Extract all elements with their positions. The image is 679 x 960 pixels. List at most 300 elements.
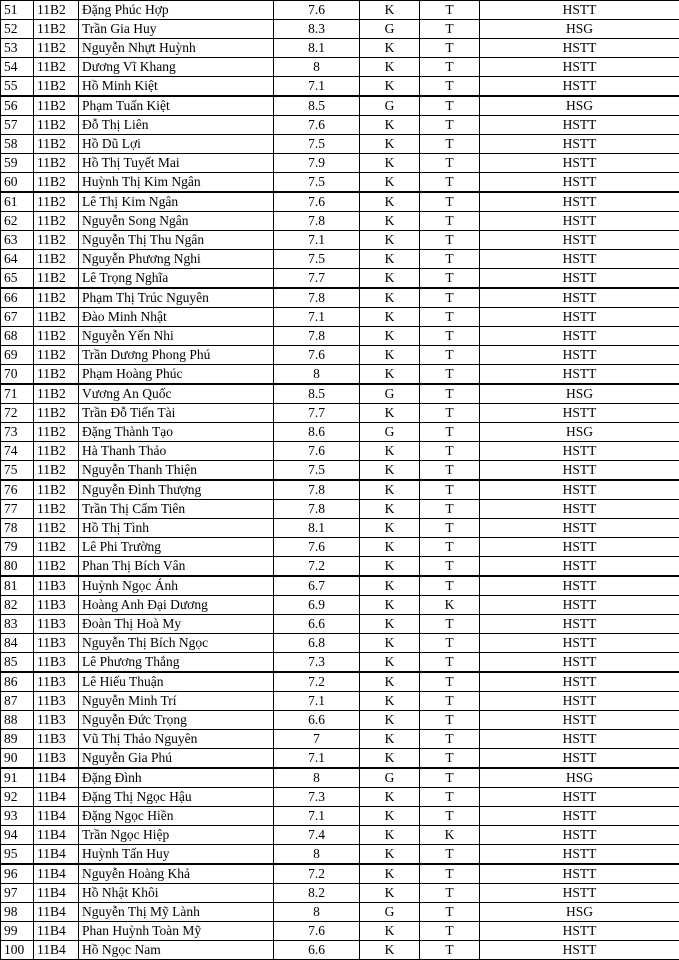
conduct-cell: T bbox=[420, 423, 480, 442]
classification-cell: HSTT bbox=[480, 634, 679, 653]
score-cell: 8.1 bbox=[274, 39, 360, 58]
classification-cell: HSG bbox=[480, 20, 679, 39]
student-name-cell: Đặng Đình bbox=[79, 768, 274, 788]
conduct-cell: K bbox=[420, 596, 480, 615]
row-number-cell: 95 bbox=[1, 845, 34, 865]
row-number-cell: 69 bbox=[1, 346, 34, 365]
academic-rank-cell: G bbox=[360, 20, 420, 39]
score-cell: 8.5 bbox=[274, 384, 360, 404]
conduct-cell: T bbox=[420, 308, 480, 327]
row-number-cell: 94 bbox=[1, 826, 34, 845]
student-name-cell: Trần Đỗ Tiến Tài bbox=[79, 404, 274, 423]
student-name-cell: Huỳnh Ngọc Ánh bbox=[79, 576, 274, 596]
row-number-cell: 57 bbox=[1, 116, 34, 135]
score-cell: 7.1 bbox=[274, 77, 360, 97]
conduct-cell: T bbox=[420, 135, 480, 154]
class-cell: 11B2 bbox=[34, 480, 79, 500]
row-number-cell: 88 bbox=[1, 711, 34, 730]
class-cell: 11B2 bbox=[34, 1, 79, 20]
classification-cell: HSTT bbox=[480, 615, 679, 634]
classification-cell: HSTT bbox=[480, 519, 679, 538]
classification-cell: HSTT bbox=[480, 365, 679, 385]
table-row bbox=[1, 903, 679, 922]
table-row bbox=[1, 135, 679, 154]
table-row bbox=[1, 116, 679, 135]
student-name-cell: Trần Dương Phong Phú bbox=[79, 346, 274, 365]
student-name-cell: Lê Phương Thắng bbox=[79, 653, 274, 673]
classification-cell: HSG bbox=[480, 903, 679, 922]
score-cell: 7.1 bbox=[274, 308, 360, 327]
score-cell: 7.8 bbox=[274, 327, 360, 346]
table-row bbox=[1, 864, 679, 884]
student-name-cell: Hồ Minh Kiệt bbox=[79, 77, 274, 97]
table-row bbox=[1, 96, 679, 116]
score-cell: 6.7 bbox=[274, 576, 360, 596]
conduct-cell: T bbox=[420, 192, 480, 212]
class-cell: 11B2 bbox=[34, 557, 79, 577]
row-number-cell: 61 bbox=[1, 192, 34, 212]
classification-cell: HSTT bbox=[480, 788, 679, 807]
class-cell: 11B3 bbox=[34, 749, 79, 769]
academic-rank-cell: K bbox=[360, 500, 420, 519]
classification-cell: HSG bbox=[480, 768, 679, 788]
table-row bbox=[1, 231, 679, 250]
classification-cell: HSTT bbox=[480, 288, 679, 308]
student-name-cell: Nguyễn Thanh Thiện bbox=[79, 461, 274, 481]
score-cell: 6.8 bbox=[274, 634, 360, 653]
student-name-cell: Hồ Thị Tình bbox=[79, 519, 274, 538]
academic-rank-cell: K bbox=[360, 557, 420, 577]
academic-rank-cell: K bbox=[360, 807, 420, 826]
score-cell: 7.6 bbox=[274, 346, 360, 365]
class-cell: 11B2 bbox=[34, 96, 79, 116]
academic-rank-cell: K bbox=[360, 788, 420, 807]
table-row bbox=[1, 423, 679, 442]
classification-cell: HSTT bbox=[480, 135, 679, 154]
student-name-cell: Lê Hiếu Thuận bbox=[79, 672, 274, 692]
student-name-cell: Nguyễn Thị Thu Ngân bbox=[79, 231, 274, 250]
student-name-cell: Trần Ngọc Hiệp bbox=[79, 826, 274, 845]
academic-rank-cell: K bbox=[360, 404, 420, 423]
score-cell: 7.2 bbox=[274, 557, 360, 577]
academic-rank-cell: K bbox=[360, 135, 420, 154]
table-row bbox=[1, 212, 679, 231]
classification-cell: HSTT bbox=[480, 250, 679, 269]
student-name-cell: Đoàn Thị Hoà My bbox=[79, 615, 274, 634]
student-name-cell: Nguyễn Yến Nhi bbox=[79, 327, 274, 346]
student-name-cell: Huỳnh Thị Kim Ngân bbox=[79, 173, 274, 193]
table-row bbox=[1, 922, 679, 941]
class-cell: 11B2 bbox=[34, 269, 79, 289]
classification-cell: HSG bbox=[480, 423, 679, 442]
score-cell: 8 bbox=[274, 903, 360, 922]
classification-cell: HSTT bbox=[480, 692, 679, 711]
class-cell: 11B4 bbox=[34, 903, 79, 922]
conduct-cell: T bbox=[420, 116, 480, 135]
academic-rank-cell: K bbox=[360, 519, 420, 538]
conduct-cell: T bbox=[420, 807, 480, 826]
class-cell: 11B4 bbox=[34, 884, 79, 903]
score-cell: 7.8 bbox=[274, 212, 360, 231]
student-name-cell: Đặng Thị Ngọc Hậu bbox=[79, 788, 274, 807]
class-cell: 11B2 bbox=[34, 404, 79, 423]
row-number-cell: 83 bbox=[1, 615, 34, 634]
student-name-cell: Trần Gia Huy bbox=[79, 20, 274, 39]
class-cell: 11B2 bbox=[34, 288, 79, 308]
score-cell: 7.3 bbox=[274, 653, 360, 673]
row-number-cell: 70 bbox=[1, 365, 34, 385]
student-name-cell: Huỳnh Tấn Huy bbox=[79, 845, 274, 865]
conduct-cell: T bbox=[420, 538, 480, 557]
table-row bbox=[1, 500, 679, 519]
student-name-cell: Nguyễn Thị Bích Ngọc bbox=[79, 634, 274, 653]
row-number-cell: 60 bbox=[1, 173, 34, 193]
class-cell: 11B2 bbox=[34, 461, 79, 481]
classification-cell: HSTT bbox=[480, 653, 679, 673]
classification-cell: HSG bbox=[480, 96, 679, 116]
score-cell: 7.4 bbox=[274, 826, 360, 845]
academic-rank-cell: K bbox=[360, 39, 420, 58]
classification-cell: HSTT bbox=[480, 845, 679, 865]
table-row bbox=[1, 442, 679, 461]
conduct-cell: T bbox=[420, 557, 480, 577]
classification-cell: HSTT bbox=[480, 500, 679, 519]
academic-rank-cell: K bbox=[360, 711, 420, 730]
academic-rank-cell: G bbox=[360, 423, 420, 442]
conduct-cell: T bbox=[420, 634, 480, 653]
class-cell: 11B2 bbox=[34, 173, 79, 193]
class-cell: 11B3 bbox=[34, 615, 79, 634]
student-name-cell: Hồ Ngọc Nam bbox=[79, 941, 274, 960]
table-row bbox=[1, 480, 679, 500]
class-cell: 11B4 bbox=[34, 807, 79, 826]
table-row bbox=[1, 672, 679, 692]
score-cell: 7.6 bbox=[274, 442, 360, 461]
classification-cell: HSTT bbox=[480, 730, 679, 749]
row-number-cell: 58 bbox=[1, 135, 34, 154]
academic-rank-cell: K bbox=[360, 250, 420, 269]
row-number-cell: 91 bbox=[1, 768, 34, 788]
score-cell: 7.7 bbox=[274, 404, 360, 423]
student-name-cell: Trần Thị Cẩm Tiên bbox=[79, 500, 274, 519]
row-number-cell: 89 bbox=[1, 730, 34, 749]
academic-rank-cell: G bbox=[360, 96, 420, 116]
classification-cell: HSTT bbox=[480, 231, 679, 250]
table-row bbox=[1, 557, 679, 577]
academic-rank-cell: G bbox=[360, 903, 420, 922]
classification-cell: HSTT bbox=[480, 749, 679, 769]
score-cell: 7.1 bbox=[274, 692, 360, 711]
row-number-cell: 84 bbox=[1, 634, 34, 653]
conduct-cell: T bbox=[420, 692, 480, 711]
score-cell: 7.5 bbox=[274, 461, 360, 481]
table-row bbox=[1, 288, 679, 308]
conduct-cell: T bbox=[420, 519, 480, 538]
academic-rank-cell: K bbox=[360, 58, 420, 77]
table-row bbox=[1, 461, 679, 481]
class-cell: 11B2 bbox=[34, 77, 79, 97]
class-cell: 11B2 bbox=[34, 442, 79, 461]
student-name-cell: Lê Trọng Nghĩa bbox=[79, 269, 274, 289]
student-name-cell: Hồ Dũ Lợi bbox=[79, 135, 274, 154]
score-cell: 8 bbox=[274, 768, 360, 788]
class-cell: 11B4 bbox=[34, 845, 79, 865]
conduct-cell: T bbox=[420, 77, 480, 97]
classification-cell: HSTT bbox=[480, 538, 679, 557]
score-cell: 7.1 bbox=[274, 749, 360, 769]
conduct-cell: T bbox=[420, 941, 480, 960]
classification-cell: HSTT bbox=[480, 1, 679, 20]
row-number-cell: 85 bbox=[1, 653, 34, 673]
class-cell: 11B4 bbox=[34, 826, 79, 845]
conduct-cell: T bbox=[420, 231, 480, 250]
classification-cell: HSTT bbox=[480, 442, 679, 461]
academic-rank-cell: K bbox=[360, 884, 420, 903]
conduct-cell: T bbox=[420, 653, 480, 673]
academic-rank-cell: K bbox=[360, 212, 420, 231]
class-cell: 11B3 bbox=[34, 653, 79, 673]
class-cell: 11B3 bbox=[34, 672, 79, 692]
table-row bbox=[1, 173, 679, 193]
academic-rank-cell: K bbox=[360, 845, 420, 865]
academic-rank-cell: K bbox=[360, 730, 420, 749]
score-cell: 6.6 bbox=[274, 941, 360, 960]
student-name-cell: Nguyễn Thị Mỹ Lành bbox=[79, 903, 274, 922]
row-number-cell: 98 bbox=[1, 903, 34, 922]
classification-cell: HSTT bbox=[480, 807, 679, 826]
class-cell: 11B2 bbox=[34, 135, 79, 154]
class-cell: 11B2 bbox=[34, 519, 79, 538]
student-name-cell: Lê Thị Kim Ngân bbox=[79, 192, 274, 212]
score-cell: 7.6 bbox=[274, 1, 360, 20]
conduct-cell: T bbox=[420, 749, 480, 769]
score-cell: 7.5 bbox=[274, 135, 360, 154]
class-cell: 11B4 bbox=[34, 864, 79, 884]
class-cell: 11B2 bbox=[34, 327, 79, 346]
classification-cell: HSTT bbox=[480, 884, 679, 903]
table-row bbox=[1, 58, 679, 77]
academic-rank-cell: K bbox=[360, 461, 420, 481]
classification-cell: HSTT bbox=[480, 308, 679, 327]
row-number-cell: 76 bbox=[1, 480, 34, 500]
score-cell: 7.9 bbox=[274, 154, 360, 173]
class-cell: 11B4 bbox=[34, 922, 79, 941]
row-number-cell: 64 bbox=[1, 250, 34, 269]
table-row bbox=[1, 768, 679, 788]
conduct-cell: T bbox=[420, 250, 480, 269]
class-cell: 11B3 bbox=[34, 634, 79, 653]
classification-cell: HSTT bbox=[480, 58, 679, 77]
conduct-cell: T bbox=[420, 461, 480, 481]
academic-rank-cell: K bbox=[360, 538, 420, 557]
score-cell: 7.5 bbox=[274, 250, 360, 269]
classification-cell: HSG bbox=[480, 384, 679, 404]
row-number-cell: 75 bbox=[1, 461, 34, 481]
student-name-cell: Phan Huỳnh Toàn Mỹ bbox=[79, 922, 274, 941]
row-number-cell: 92 bbox=[1, 788, 34, 807]
score-cell: 7.8 bbox=[274, 480, 360, 500]
table-row bbox=[1, 653, 679, 673]
class-cell: 11B4 bbox=[34, 941, 79, 960]
class-cell: 11B2 bbox=[34, 365, 79, 385]
conduct-cell: T bbox=[420, 58, 480, 77]
row-number-cell: 87 bbox=[1, 692, 34, 711]
row-number-cell: 71 bbox=[1, 384, 34, 404]
table-row bbox=[1, 39, 679, 58]
conduct-cell: T bbox=[420, 39, 480, 58]
table-row bbox=[1, 634, 679, 653]
score-cell: 7.6 bbox=[274, 922, 360, 941]
classification-cell: HSTT bbox=[480, 192, 679, 212]
table-row bbox=[1, 730, 679, 749]
class-cell: 11B2 bbox=[34, 39, 79, 58]
classification-cell: HSTT bbox=[480, 461, 679, 481]
student-name-cell: Nguyễn Gia Phú bbox=[79, 749, 274, 769]
academic-rank-cell: K bbox=[360, 154, 420, 173]
class-cell: 11B2 bbox=[34, 154, 79, 173]
academic-rank-cell: K bbox=[360, 192, 420, 212]
class-cell: 11B2 bbox=[34, 538, 79, 557]
score-cell: 8.5 bbox=[274, 96, 360, 116]
classification-cell: HSTT bbox=[480, 711, 679, 730]
student-name-cell: Phạm Hoàng Phúc bbox=[79, 365, 274, 385]
table-row bbox=[1, 826, 679, 845]
class-cell: 11B2 bbox=[34, 231, 79, 250]
conduct-cell: T bbox=[420, 845, 480, 865]
academic-rank-cell: K bbox=[360, 308, 420, 327]
row-number-cell: 81 bbox=[1, 576, 34, 596]
classification-cell: HSTT bbox=[480, 39, 679, 58]
academic-rank-cell: K bbox=[360, 692, 420, 711]
table-row bbox=[1, 884, 679, 903]
academic-rank-cell: K bbox=[360, 749, 420, 769]
table-row bbox=[1, 154, 679, 173]
class-cell: 11B4 bbox=[34, 788, 79, 807]
academic-rank-cell: K bbox=[360, 596, 420, 615]
table-row bbox=[1, 711, 679, 730]
score-cell: 7.6 bbox=[274, 116, 360, 135]
student-name-cell: Dương Vĩ Khang bbox=[79, 58, 274, 77]
score-cell: 6.6 bbox=[274, 711, 360, 730]
conduct-cell: T bbox=[420, 173, 480, 193]
conduct-cell: T bbox=[420, 768, 480, 788]
student-name-cell: Nguyễn Đình Thượng bbox=[79, 480, 274, 500]
row-number-cell: 65 bbox=[1, 269, 34, 289]
student-name-cell: Hà Thanh Thảo bbox=[79, 442, 274, 461]
conduct-cell: T bbox=[420, 711, 480, 730]
class-cell: 11B2 bbox=[34, 384, 79, 404]
student-name-cell: Hồ Nhật Khôi bbox=[79, 884, 274, 903]
score-cell: 7.5 bbox=[274, 173, 360, 193]
class-cell: 11B3 bbox=[34, 730, 79, 749]
score-cell: 7.2 bbox=[274, 672, 360, 692]
class-cell: 11B2 bbox=[34, 423, 79, 442]
student-name-cell: Phạm Tuấn Kiệt bbox=[79, 96, 274, 116]
row-number-cell: 96 bbox=[1, 864, 34, 884]
table-row bbox=[1, 20, 679, 39]
class-cell: 11B2 bbox=[34, 192, 79, 212]
score-cell: 7.3 bbox=[274, 788, 360, 807]
academic-rank-cell: K bbox=[360, 116, 420, 135]
score-cell: 6.9 bbox=[274, 596, 360, 615]
table-row bbox=[1, 365, 679, 385]
score-cell: 7.6 bbox=[274, 192, 360, 212]
row-number-cell: 51 bbox=[1, 1, 34, 20]
academic-rank-cell: K bbox=[360, 864, 420, 884]
score-cell: 7.8 bbox=[274, 288, 360, 308]
student-name-cell: Phạm Thị Trúc Nguyên bbox=[79, 288, 274, 308]
table-row bbox=[1, 404, 679, 423]
classification-cell: HSTT bbox=[480, 212, 679, 231]
table-row bbox=[1, 596, 679, 615]
academic-rank-cell: K bbox=[360, 327, 420, 346]
academic-rank-cell: K bbox=[360, 77, 420, 97]
classification-cell: HSTT bbox=[480, 672, 679, 692]
class-cell: 11B2 bbox=[34, 116, 79, 135]
classification-cell: HSTT bbox=[480, 596, 679, 615]
academic-rank-cell: K bbox=[360, 365, 420, 385]
academic-rank-cell: K bbox=[360, 634, 420, 653]
academic-rank-cell: K bbox=[360, 231, 420, 250]
academic-rank-cell: K bbox=[360, 922, 420, 941]
table-row bbox=[1, 807, 679, 826]
table-row bbox=[1, 1, 679, 20]
row-number-cell: 72 bbox=[1, 404, 34, 423]
table-row bbox=[1, 576, 679, 596]
score-cell: 7.2 bbox=[274, 864, 360, 884]
table-row bbox=[1, 192, 679, 212]
academic-rank-cell: K bbox=[360, 826, 420, 845]
class-cell: 11B3 bbox=[34, 692, 79, 711]
class-cell: 11B2 bbox=[34, 250, 79, 269]
conduct-cell: T bbox=[420, 269, 480, 289]
student-name-cell: Đặng Ngọc Hiền bbox=[79, 807, 274, 826]
row-number-cell: 53 bbox=[1, 39, 34, 58]
conduct-cell: T bbox=[420, 576, 480, 596]
class-cell: 11B2 bbox=[34, 500, 79, 519]
table-row bbox=[1, 384, 679, 404]
table-row bbox=[1, 346, 679, 365]
conduct-cell: T bbox=[420, 480, 480, 500]
academic-rank-cell: K bbox=[360, 346, 420, 365]
student-name-cell: Nguyễn Song Ngân bbox=[79, 212, 274, 231]
row-number-cell: 59 bbox=[1, 154, 34, 173]
score-cell: 7.1 bbox=[274, 231, 360, 250]
row-number-cell: 97 bbox=[1, 884, 34, 903]
student-name-cell: Nguyễn Phương Nghi bbox=[79, 250, 274, 269]
score-cell: 7 bbox=[274, 730, 360, 749]
class-cell: 11B3 bbox=[34, 596, 79, 615]
score-cell: 8.2 bbox=[274, 884, 360, 903]
academic-rank-cell: K bbox=[360, 576, 420, 596]
table-row bbox=[1, 788, 679, 807]
classification-cell: HSTT bbox=[480, 327, 679, 346]
conduct-cell: T bbox=[420, 384, 480, 404]
student-name-cell: Đào Minh Nhật bbox=[79, 308, 274, 327]
academic-rank-cell: K bbox=[360, 672, 420, 692]
row-number-cell: 80 bbox=[1, 557, 34, 577]
classification-cell: HSTT bbox=[480, 826, 679, 845]
student-name-cell: Nguyễn Minh Trí bbox=[79, 692, 274, 711]
classification-cell: HSTT bbox=[480, 154, 679, 173]
classification-cell: HSTT bbox=[480, 557, 679, 577]
table-row bbox=[1, 615, 679, 634]
row-number-cell: 62 bbox=[1, 212, 34, 231]
conduct-cell: T bbox=[420, 903, 480, 922]
score-cell: 6.6 bbox=[274, 615, 360, 634]
row-number-cell: 90 bbox=[1, 749, 34, 769]
row-number-cell: 67 bbox=[1, 308, 34, 327]
